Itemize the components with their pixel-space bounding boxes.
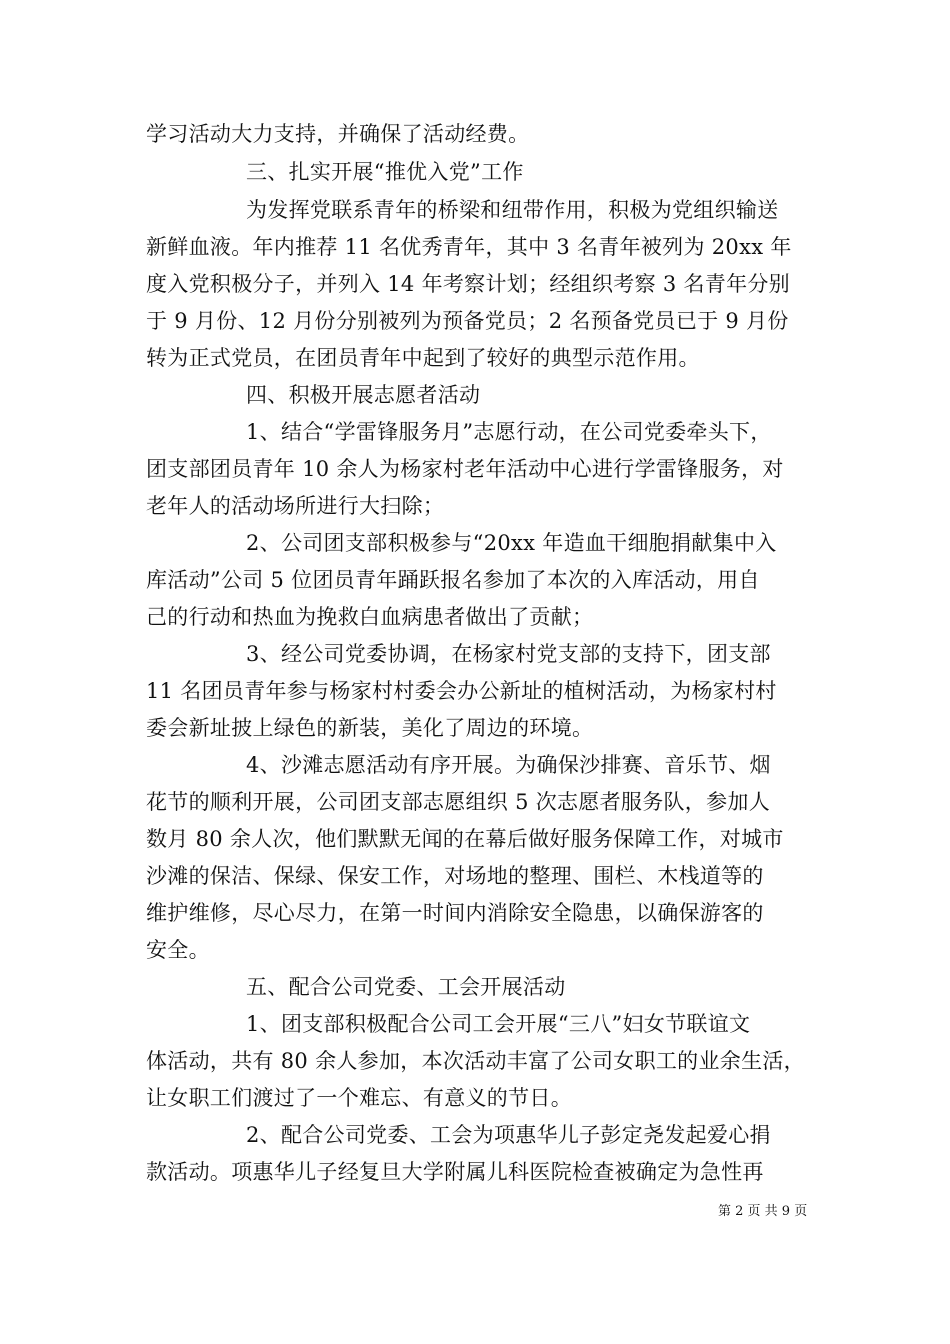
text-line: 2、公司团支部积极参与“20xx 年造血干细胞捐献集中入	[246, 531, 777, 555]
text-line: 11 名团员青年参与杨家村村委会办公新址的植树活动，为杨家村村	[146, 679, 777, 703]
text-line: 为发挥党联系青年的桥梁和纽带作用，积极为党组织输送	[246, 198, 779, 222]
text-line: 维护维修，尽心尽力，在第一时间内消除安全隐患，以确保游客的	[146, 901, 764, 925]
text-line: 款活动。项惠华儿子经复旦大学附属儿科医院检查被确定为急性再	[146, 1160, 764, 1184]
text-line: 1、团支部积极配合公司工会开展“三八”妇女节联谊文	[246, 1012, 751, 1036]
text-line: 转为正式党员，在团员青年中起到了较好的典型示范作用。	[146, 346, 700, 370]
text-line: 委会新址披上绿色的新装，美化了周边的环境。	[146, 716, 594, 740]
text-line: 沙滩的保洁、保绿、保安工作，对场地的整理、围栏、木栈道等的	[146, 864, 764, 888]
text-line: 数月 80 余人次，他们默默无闻的在幕后做好服务保障工作，对城市	[146, 827, 784, 851]
text-line: 让女职工们渡过了一个难忘、有意义的节日。	[146, 1086, 572, 1110]
section-heading: 四、积极开展志愿者活动	[246, 383, 481, 407]
text-line: 库活动”公司 5 位团员青年踊跃报名参加了本次的入库活动，用自	[146, 568, 760, 592]
text-line: 花节的顺利开展，公司团支部志愿组织 5 次志愿者服务队，参加人	[146, 790, 771, 814]
section-heading: 三、扎实开展“推优入党”工作	[246, 160, 524, 184]
section-heading: 五、配合公司党委、工会开展活动	[246, 975, 566, 999]
text-line: 团支部团员青年 10 余人为杨家村老年活动中心进行学雷锋服务，对	[146, 457, 784, 481]
text-line: 1、结合“学雷锋服务月”志愿行动，在公司党委牵头下，	[246, 420, 772, 444]
text-line: 体活动，共有 80 余人参加，本次活动丰富了公司女职工的业余生活，	[146, 1049, 805, 1073]
text-line: 学习活动大力支持，并确保了活动经费。	[146, 122, 530, 146]
text-line: 3、经公司党委协调，在杨家村党支部的支持下，团支部	[246, 642, 771, 666]
text-line: 2、配合公司党委、工会为项惠华儿子彭定尧发起爱心捐	[246, 1123, 771, 1147]
text-line: 4、沙滩志愿活动有序开展。为确保沙排赛、音乐节、烟	[246, 753, 771, 777]
text-line: 于 9 月份、12 月份分别被列为预备党员；2 名预备党员已于 9 月份	[146, 309, 789, 333]
text-line: 度入党积极分子，并列入 14 年考察计划；经组织考察 3 名青年分别	[146, 272, 790, 296]
text-line: 老年人的活动场所进行大扫除；	[146, 494, 445, 518]
text-line: 新鲜血液。年内推荐 11 名优秀青年，其中 3 名青年被列为 20xx 年	[146, 235, 792, 259]
text-line: 己的行动和热血为挽救白血病患者做出了贡献；	[146, 605, 594, 629]
page-number: 第 2 页 共 9 页	[718, 1204, 808, 1219]
text-line: 安全。	[146, 938, 210, 962]
